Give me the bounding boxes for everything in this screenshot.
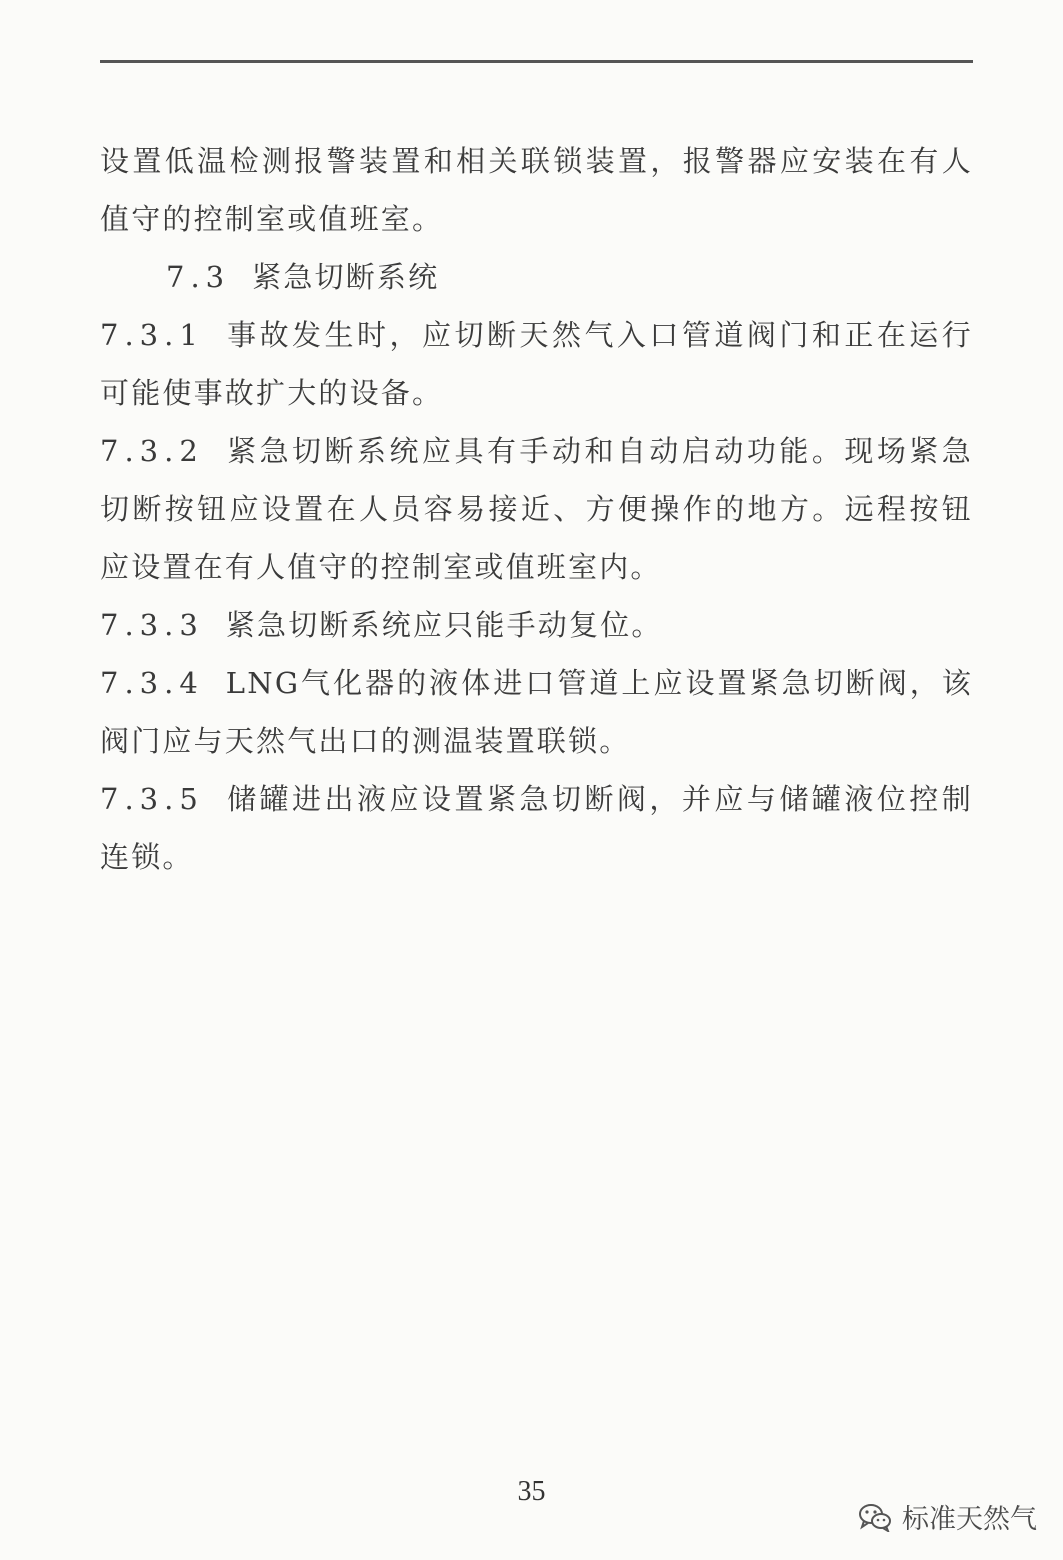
intro-paragraph: 设置低温检测报警装置和相关联锁装置，报警器应安装在有人值守的控制室或值班室。 bbox=[100, 144, 973, 236]
clause-text: LNG气化器的液体进口管道上应设置紧急切断阀，该阀门应与天然气出口的测温装置联锁。 bbox=[100, 666, 973, 758]
body-text bbox=[100, 132, 973, 886]
clause-text: 紧急切断系统应具有手动和自动启动功能。现场紧急切断按钮应设置在人员容易接近、方便操作的地方。远程按钮应设置在有人值守的控制室或值班室内。 bbox=[100, 434, 973, 584]
clause-text: 储罐进出液应设置紧急切断阀，并应与储罐液位控制连锁。 bbox=[100, 782, 973, 874]
clause-number: 7.3.3 bbox=[100, 608, 204, 642]
page-number: 35 bbox=[517, 1476, 546, 1507]
clause-7-3-2 bbox=[100, 422, 973, 596]
wechat-icon bbox=[858, 1502, 892, 1532]
section-number: 7.3 bbox=[166, 260, 231, 294]
clause-7-3-1 bbox=[100, 306, 973, 422]
header-rule bbox=[100, 60, 973, 63]
clause-7-3-3 bbox=[100, 596, 973, 654]
clause-number: 7.3.2 bbox=[100, 434, 204, 468]
clause-text: 事故发生时，应切断天然气入口管道阀门和正在运行可能使事故扩大的设备。 bbox=[100, 318, 973, 410]
clause-number: 7.3.4 bbox=[100, 666, 204, 700]
watermark-text: 标准天然气 bbox=[902, 1504, 1037, 1535]
clause-7-3-4 bbox=[100, 654, 973, 770]
section-heading bbox=[100, 248, 973, 306]
clause-7-3-5 bbox=[100, 770, 973, 886]
clause-number: 7.3.5 bbox=[100, 782, 204, 816]
clause-number: 7.3.1 bbox=[100, 318, 204, 352]
section-title: 紧急切断系统 bbox=[252, 260, 440, 294]
clause-text: 紧急切断系统应只能手动复位。 bbox=[225, 608, 663, 642]
watermark bbox=[858, 1497, 1037, 1536]
